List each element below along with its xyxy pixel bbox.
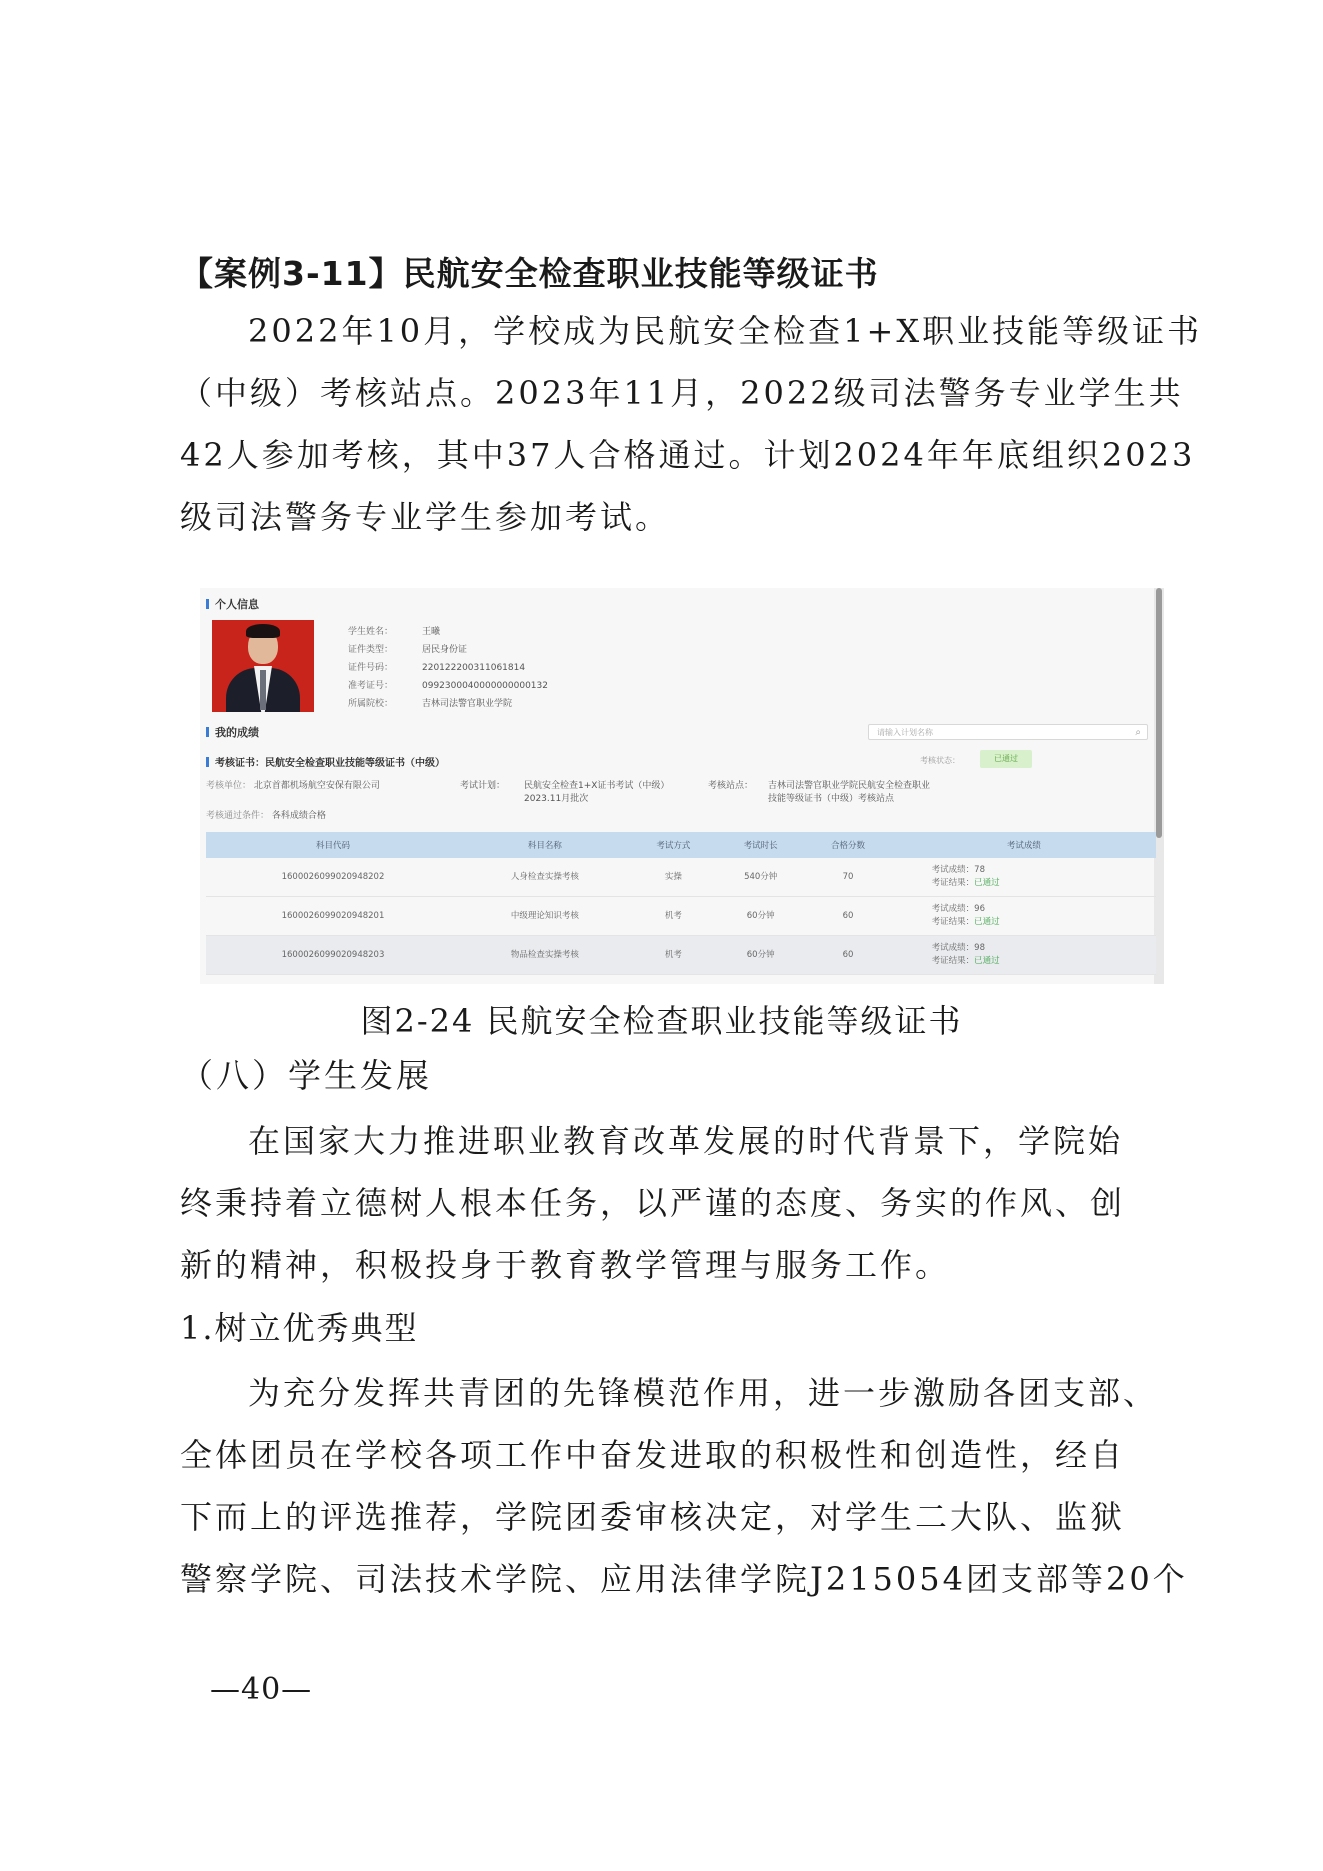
cert-title: 考核证书：民航安全检查职业技能等级证书（中级） — [206, 754, 445, 769]
info-row-school: 所属院校： 吉林司法警官职业学院 — [348, 699, 513, 709]
paragraph-line: （中级）考核站点。2023年11月，2022级司法警务专业学生共 — [180, 374, 1184, 412]
col-header: 考试成绩 — [892, 832, 1156, 858]
exam-plan: 民航安全检查1+X证书考试（中级） 2023.11月批次 — [524, 781, 670, 804]
exam-unit: 考核单位： 北京首都机场航空安保有限公司 — [206, 781, 380, 791]
paragraph-line: 42人参加考核，其中37人合格通过。计划2024年年底组织2023 — [180, 436, 1196, 474]
scores-heading: 我的成绩 — [206, 724, 259, 740]
info-row-admission-number: 准考证号： 0992300040000000000132 — [348, 681, 548, 691]
paragraph-line: 终秉持着立德树人根本任务，以严谨的态度、务实的作风、创 — [180, 1184, 1126, 1222]
result-pass: 已通过 — [974, 878, 1000, 888]
info-row-id-type: 证件类型： 居民身份证 — [348, 645, 468, 655]
result-pass: 已通过 — [974, 917, 1000, 927]
pass-condition: 考核通过条件： 各科成绩合格 — [206, 811, 326, 821]
paragraph-1 — [180, 300, 1203, 548]
paragraph-3 — [180, 1362, 1188, 1610]
scores-table — [206, 832, 1156, 975]
paragraph-line: 为充分发挥共青团的先锋模范作用，进一步激励各团支部、 — [248, 1374, 1159, 1412]
section-title: （八）学生发展 — [180, 1056, 432, 1095]
scrollbar-thumb[interactable] — [1156, 588, 1162, 838]
plan-search-input[interactable]: 请输入计划名称 ⌕ — [868, 724, 1148, 740]
certificate-screenshot — [200, 588, 1164, 984]
paragraph-line: 级司法警务专业学生参加考试。 — [180, 498, 671, 536]
info-row-name: 学生姓名： 王曦 — [348, 627, 441, 637]
table-row: 1600026099020948203 物品检查实操考核 机考 60分钟 60 考试成绩：98 考证结果：已通过 — [206, 936, 1156, 975]
exam-plan-label: 考试计划： — [460, 781, 506, 791]
info-row-id-number: 证件号码： 220122200311061814 — [348, 663, 526, 673]
col-header: 合格分数 — [804, 832, 891, 858]
student-photo — [212, 620, 314, 712]
result-pass: 已通过 — [974, 956, 1000, 966]
paragraph-2 — [180, 1110, 1165, 1296]
search-icon[interactable]: ⌕ — [1135, 727, 1141, 738]
figure-caption: 图2-24 民航安全检查职业技能等级证书 — [360, 1002, 963, 1040]
table-row: 1600026099020948201 中级理论知识考核 机考 60分钟 60 考试成绩：96 考证结果：已通过 — [206, 897, 1156, 936]
subsection-title: 1.树立优秀典型 — [180, 1309, 419, 1347]
case-title: 【案例3-11】民航安全检查职业技能等级证书 — [180, 254, 879, 293]
table-header-row — [206, 832, 1156, 858]
exam-site-label: 考核站点： — [708, 781, 754, 791]
personal-info-heading: 个人信息 — [206, 596, 259, 612]
paragraph-line: 全体团员在学校各项工作中奋发进取的积极性和创造性，经自 — [180, 1436, 1126, 1474]
paragraph-line: 新的精神，积极投身于教育教学管理与服务工作。 — [180, 1246, 951, 1284]
status-badge: 已通过 — [980, 750, 1032, 768]
table-row: 160002609902094820​2 人身检查实操考核 实操 540分钟 70 考试成绩：78 考证结果：已通过 — [206, 858, 1156, 897]
paragraph-line: 警察学院、司法技术学院、应用法律学院J215054团支部等20个 — [180, 1560, 1188, 1598]
paragraph-line: 在国家大力推进职业教育改革发展的时代背景下，学院始 — [248, 1122, 1124, 1160]
paragraph-line: 下而上的评选推荐，学院团委审核决定，对学生二大队、监狱 — [180, 1498, 1126, 1536]
col-header: 考试方式 — [630, 832, 717, 858]
page-number: —40— — [210, 1672, 313, 1707]
col-header: 科目名称 — [460, 832, 630, 858]
col-header: 考试时长 — [717, 832, 804, 858]
status-label: 考核状态： — [920, 756, 960, 765]
paragraph-line: 2022年10月，学校成为民航安全检查1+X职业技能等级证书 — [248, 312, 1203, 350]
exam-site: 吉林司法警官职业学院民航安全检查职业 技能等级证书（中级）考核站点 — [768, 781, 931, 804]
col-header: 科目代码 — [206, 832, 460, 858]
